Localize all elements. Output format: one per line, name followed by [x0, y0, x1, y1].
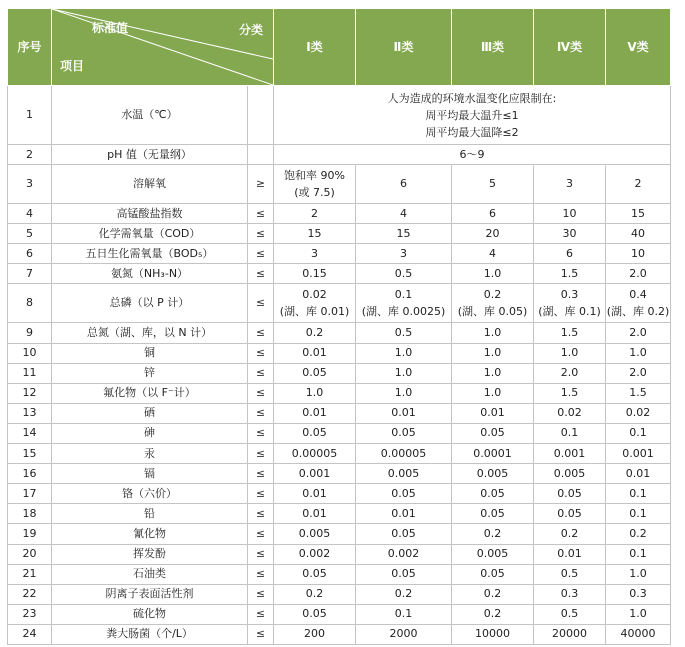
row-value-class-4: 1.5 — [534, 264, 606, 284]
row-value-class-3: 6 — [452, 204, 534, 224]
value-line: (湖、库 0.2) — [606, 305, 670, 319]
row-symbol — [248, 145, 274, 165]
row-number: 22 — [8, 584, 52, 604]
row-value-class-5: 10 — [606, 244, 671, 264]
table-row — [8, 464, 671, 484]
row-item: 锌 — [52, 363, 248, 383]
row-symbol: ≤ — [248, 584, 274, 604]
row-value-class-2: 1.0 — [356, 363, 452, 383]
row-value-class-1: 0.002 — [274, 544, 356, 564]
row-item: 总氮（湖、库，以 N 计） — [52, 323, 248, 343]
row-number: 5 — [8, 224, 52, 244]
value-line: 饱和率 90% — [284, 169, 345, 183]
table-row — [8, 444, 671, 464]
row-value-class-3: 1.0 — [452, 323, 534, 343]
header-class-2: Ⅱ类 — [356, 9, 452, 86]
row-value-class-4: 0.5 — [534, 604, 606, 624]
row-value-class-4: 10 — [534, 204, 606, 224]
row-item: 化学需氧量（COD） — [52, 224, 248, 244]
diagonal-lines — [52, 9, 273, 85]
row-number: 24 — [8, 624, 52, 644]
row-number: 8 — [8, 284, 52, 323]
row-note — [274, 86, 671, 145]
row-value-class-4: 2.0 — [534, 363, 606, 383]
row-value-class-4: 0.02 — [534, 403, 606, 423]
row-item: 水温（℃） — [52, 86, 248, 145]
header-standard-label: 标准值 — [92, 21, 129, 35]
row-item: 高锰酸盐指数 — [52, 204, 248, 224]
row-number: 23 — [8, 604, 52, 624]
row-item: 粪大肠菌（个/L） — [52, 624, 248, 644]
table-row — [8, 145, 671, 165]
table-row — [8, 244, 671, 264]
row-number: 1 — [8, 86, 52, 145]
row-value-class-2: 0.2 — [356, 584, 452, 604]
value-line: (湖、库 0.01) — [279, 305, 350, 319]
row-value-class-2: 0.01 — [356, 504, 452, 524]
table-row — [8, 86, 671, 145]
row-number: 20 — [8, 544, 52, 564]
row-value-class-5: 0.1 — [606, 423, 671, 443]
row-span-value: 6～9 — [274, 145, 671, 165]
row-value-class-5: 0.1 — [606, 484, 671, 504]
row-number: 7 — [8, 264, 52, 284]
row-value-class-2: 3 — [356, 244, 452, 264]
row-item: 溶解氧 — [52, 165, 248, 204]
row-value-class-1: 0.01 — [274, 403, 356, 423]
row-value-class-5: 0.1 — [606, 544, 671, 564]
table-row — [8, 165, 671, 204]
row-symbol: ≤ — [248, 224, 274, 244]
value-line: 0.3 — [560, 288, 579, 302]
row-value-class-3: 1.0 — [452, 343, 534, 363]
row-value-class-3: 0.005 — [452, 464, 534, 484]
row-item: 五日生化需氧量（BOD₅） — [52, 244, 248, 264]
row-value-class-5: 0.001 — [606, 444, 671, 464]
row-value-class-2: 2000 — [356, 624, 452, 644]
row-value-class-1 — [274, 165, 356, 204]
row-value-class-5: 1.5 — [606, 383, 671, 403]
row-item: 铜 — [52, 343, 248, 363]
row-value-class-2: 0.01 — [356, 403, 452, 423]
row-value-class-5: 0.2 — [606, 524, 671, 544]
value-line: (湖、库 0.0025) — [361, 305, 446, 319]
row-value-class-1: 15 — [274, 224, 356, 244]
row-value-class-3: 0.05 — [452, 564, 534, 584]
row-value-class-4: 0.1 — [534, 423, 606, 443]
row-value-class-1: 0.01 — [274, 484, 356, 504]
row-number: 2 — [8, 145, 52, 165]
row-number: 19 — [8, 524, 52, 544]
row-value-class-5: 2 — [606, 165, 671, 204]
row-value-class-5: 40000 — [606, 624, 671, 644]
row-value-class-4: 0.001 — [534, 444, 606, 464]
water-quality-standards-table — [7, 8, 671, 645]
row-value-class-5: 2.0 — [606, 363, 671, 383]
row-item: 硒 — [52, 403, 248, 423]
row-value-class-4: 0.05 — [534, 504, 606, 524]
row-value-class-4: 3 — [534, 165, 606, 204]
header-row — [8, 9, 671, 86]
row-symbol: ≤ — [248, 204, 274, 224]
row-value-class-1: 0.005 — [274, 524, 356, 544]
row-symbol: ≤ — [248, 504, 274, 524]
row-value-class-5: 1.0 — [606, 343, 671, 363]
row-item: 硫化物 — [52, 604, 248, 624]
row-value-class-2: 1.0 — [356, 383, 452, 403]
table-row — [8, 624, 671, 644]
row-value-class-5: 2.0 — [606, 264, 671, 284]
row-value-class-3: 0.2 — [452, 524, 534, 544]
row-value-class-2: 0.05 — [356, 564, 452, 584]
row-symbol: ≤ — [248, 484, 274, 504]
row-value-class-1: 200 — [274, 624, 356, 644]
row-value-class-3: 1.0 — [452, 363, 534, 383]
row-item: 砷 — [52, 423, 248, 443]
row-value-class-1: 2 — [274, 204, 356, 224]
row-number: 16 — [8, 464, 52, 484]
row-number: 3 — [8, 165, 52, 204]
row-value-class-5: 15 — [606, 204, 671, 224]
row-value-class-1: 0.05 — [274, 604, 356, 624]
row-number: 4 — [8, 204, 52, 224]
row-value-class-1 — [274, 284, 356, 323]
row-value-class-2: 0.002 — [356, 544, 452, 564]
row-value-class-3: 4 — [452, 244, 534, 264]
row-value-class-1: 0.05 — [274, 564, 356, 584]
row-value-class-4: 0.5 — [534, 564, 606, 584]
row-value-class-5: 0.3 — [606, 584, 671, 604]
table-row — [8, 363, 671, 383]
row-item: 阴离子表面活性剂 — [52, 584, 248, 604]
row-item: pH 值（无量纲） — [52, 145, 248, 165]
row-value-class-4 — [534, 284, 606, 323]
row-item: 石油类 — [52, 564, 248, 584]
row-number: 10 — [8, 343, 52, 363]
row-value-class-4: 0.2 — [534, 524, 606, 544]
table-row — [8, 484, 671, 504]
header-diagonal-cell — [52, 9, 274, 86]
row-symbol: ≥ — [248, 165, 274, 204]
header-seq: 序号 — [8, 9, 52, 86]
row-item: 氨氮（NH₃-N） — [52, 264, 248, 284]
row-value-class-3: 1.0 — [452, 264, 534, 284]
table-row — [8, 264, 671, 284]
table-row — [8, 423, 671, 443]
table-row — [8, 604, 671, 624]
row-value-class-2: 1.0 — [356, 343, 452, 363]
row-symbol: ≤ — [248, 383, 274, 403]
row-number: 21 — [8, 564, 52, 584]
row-value-class-1: 1.0 — [274, 383, 356, 403]
table-row — [8, 224, 671, 244]
table-row — [8, 403, 671, 423]
row-value-class-1: 0.2 — [274, 323, 356, 343]
row-value-class-5 — [606, 284, 671, 323]
row-value-class-2: 0.05 — [356, 423, 452, 443]
row-value-class-3: 0.005 — [452, 544, 534, 564]
row-number: 12 — [8, 383, 52, 403]
row-item: 挥发酚 — [52, 544, 248, 564]
row-value-class-3: 1.0 — [452, 383, 534, 403]
row-value-class-2: 6 — [356, 165, 452, 204]
value-line: 0.4 — [629, 288, 647, 302]
row-number: 9 — [8, 323, 52, 343]
row-symbol: ≤ — [248, 363, 274, 383]
row-value-class-2: 15 — [356, 224, 452, 244]
header-class-1: Ⅰ类 — [274, 9, 356, 86]
row-value-class-3: 5 — [452, 165, 534, 204]
table-row — [8, 204, 671, 224]
header-class-4: Ⅳ类 — [534, 9, 606, 86]
row-value-class-5: 40 — [606, 224, 671, 244]
row-value-class-3: 0.0001 — [452, 444, 534, 464]
table-row — [8, 284, 671, 323]
row-symbol: ≤ — [248, 464, 274, 484]
row-value-class-5: 0.02 — [606, 403, 671, 423]
row-value-class-3: 0.05 — [452, 484, 534, 504]
table-row — [8, 584, 671, 604]
row-symbol: ≤ — [248, 403, 274, 423]
row-value-class-3: 20 — [452, 224, 534, 244]
row-value-class-5: 1.0 — [606, 604, 671, 624]
row-number: 15 — [8, 444, 52, 464]
table-row — [8, 524, 671, 544]
row-value-class-4: 0.01 — [534, 544, 606, 564]
row-value-class-1: 0.2 — [274, 584, 356, 604]
row-value-class-4: 30 — [534, 224, 606, 244]
row-item: 氟化物（以 F⁻计） — [52, 383, 248, 403]
row-value-class-4: 1.5 — [534, 383, 606, 403]
value-line: (或 7.5) — [294, 186, 335, 200]
row-symbol: ≤ — [248, 264, 274, 284]
table-row — [8, 323, 671, 343]
row-item: 铅 — [52, 504, 248, 524]
row-symbol: ≤ — [248, 444, 274, 464]
row-number: 6 — [8, 244, 52, 264]
row-symbol: ≤ — [248, 624, 274, 644]
row-value-class-1: 0.01 — [274, 504, 356, 524]
row-value-class-4: 0.3 — [534, 584, 606, 604]
row-value-class-3: 0.01 — [452, 403, 534, 423]
row-symbol: ≤ — [248, 564, 274, 584]
value-line: 0.1 — [394, 288, 413, 302]
row-value-class-2: 0.5 — [356, 264, 452, 284]
value-line: 0.2 — [483, 288, 502, 302]
row-value-class-3: 0.2 — [452, 604, 534, 624]
row-value-class-2: 0.005 — [356, 464, 452, 484]
table-row — [8, 504, 671, 524]
row-number: 11 — [8, 363, 52, 383]
row-value-class-1: 0.15 — [274, 264, 356, 284]
table-row — [8, 564, 671, 584]
header-category-label: 分类 — [238, 23, 263, 37]
row-number: 14 — [8, 423, 52, 443]
header-item-label: 项目 — [60, 59, 85, 73]
row-value-class-3 — [452, 284, 534, 323]
row-value-class-5: 2.0 — [606, 323, 671, 343]
table-row — [8, 383, 671, 403]
value-line: (湖、库 0.1) — [538, 305, 601, 319]
row-value-class-3: 10000 — [452, 624, 534, 644]
row-value-class-3: 0.05 — [452, 423, 534, 443]
value-line: 0.02 — [302, 288, 327, 302]
row-value-class-2: 4 — [356, 204, 452, 224]
row-value-class-5: 0.1 — [606, 504, 671, 524]
row-value-class-1: 0.05 — [274, 363, 356, 383]
row-value-class-4: 0.005 — [534, 464, 606, 484]
row-number: 18 — [8, 504, 52, 524]
row-symbol: ≤ — [248, 544, 274, 564]
row-value-class-1: 0.001 — [274, 464, 356, 484]
note-line: 周平均最大温降≤2 — [425, 125, 519, 139]
row-item: 总磷（以 P 计） — [52, 284, 248, 323]
row-item: 铬（六价） — [52, 484, 248, 504]
row-value-class-4: 1.0 — [534, 343, 606, 363]
value-line: (湖、库 0.05) — [457, 305, 528, 319]
table-row — [8, 544, 671, 564]
row-value-class-2: 0.05 — [356, 484, 452, 504]
row-value-class-3: 0.05 — [452, 504, 534, 524]
row-value-class-4: 20000 — [534, 624, 606, 644]
row-value-class-4: 0.05 — [534, 484, 606, 504]
row-value-class-1: 3 — [274, 244, 356, 264]
row-symbol: ≤ — [248, 524, 274, 544]
row-symbol: ≤ — [248, 423, 274, 443]
row-item: 镉 — [52, 464, 248, 484]
row-item: 氰化物 — [52, 524, 248, 544]
row-value-class-5: 0.01 — [606, 464, 671, 484]
row-symbol: ≤ — [248, 323, 274, 343]
row-symbol: ≤ — [248, 343, 274, 363]
row-value-class-4: 6 — [534, 244, 606, 264]
row-value-class-1: 0.05 — [274, 423, 356, 443]
note-line: 人为造成的环境水温变化应限制在: — [387, 91, 557, 105]
row-value-class-1: 0.01 — [274, 343, 356, 363]
row-value-class-2 — [356, 284, 452, 323]
note-line: 周平均最大温升≤1 — [425, 108, 519, 122]
row-symbol: ≤ — [248, 284, 274, 323]
row-value-class-1: 0.00005 — [274, 444, 356, 464]
row-number: 17 — [8, 484, 52, 504]
row-symbol: ≤ — [248, 244, 274, 264]
row-value-class-3: 0.2 — [452, 584, 534, 604]
row-number: 13 — [8, 403, 52, 423]
row-symbol — [248, 86, 274, 145]
row-value-class-5: 1.0 — [606, 564, 671, 584]
row-value-class-2: 0.00005 — [356, 444, 452, 464]
row-item: 汞 — [52, 444, 248, 464]
table-row — [8, 343, 671, 363]
header-class-5: Ⅴ类 — [606, 9, 671, 86]
row-value-class-4: 1.5 — [534, 323, 606, 343]
row-value-class-2: 0.1 — [356, 604, 452, 624]
row-symbol: ≤ — [248, 604, 274, 624]
row-value-class-2: 0.5 — [356, 323, 452, 343]
header-class-3: Ⅲ类 — [452, 9, 534, 86]
table-body — [8, 86, 671, 645]
row-value-class-2: 0.05 — [356, 524, 452, 544]
